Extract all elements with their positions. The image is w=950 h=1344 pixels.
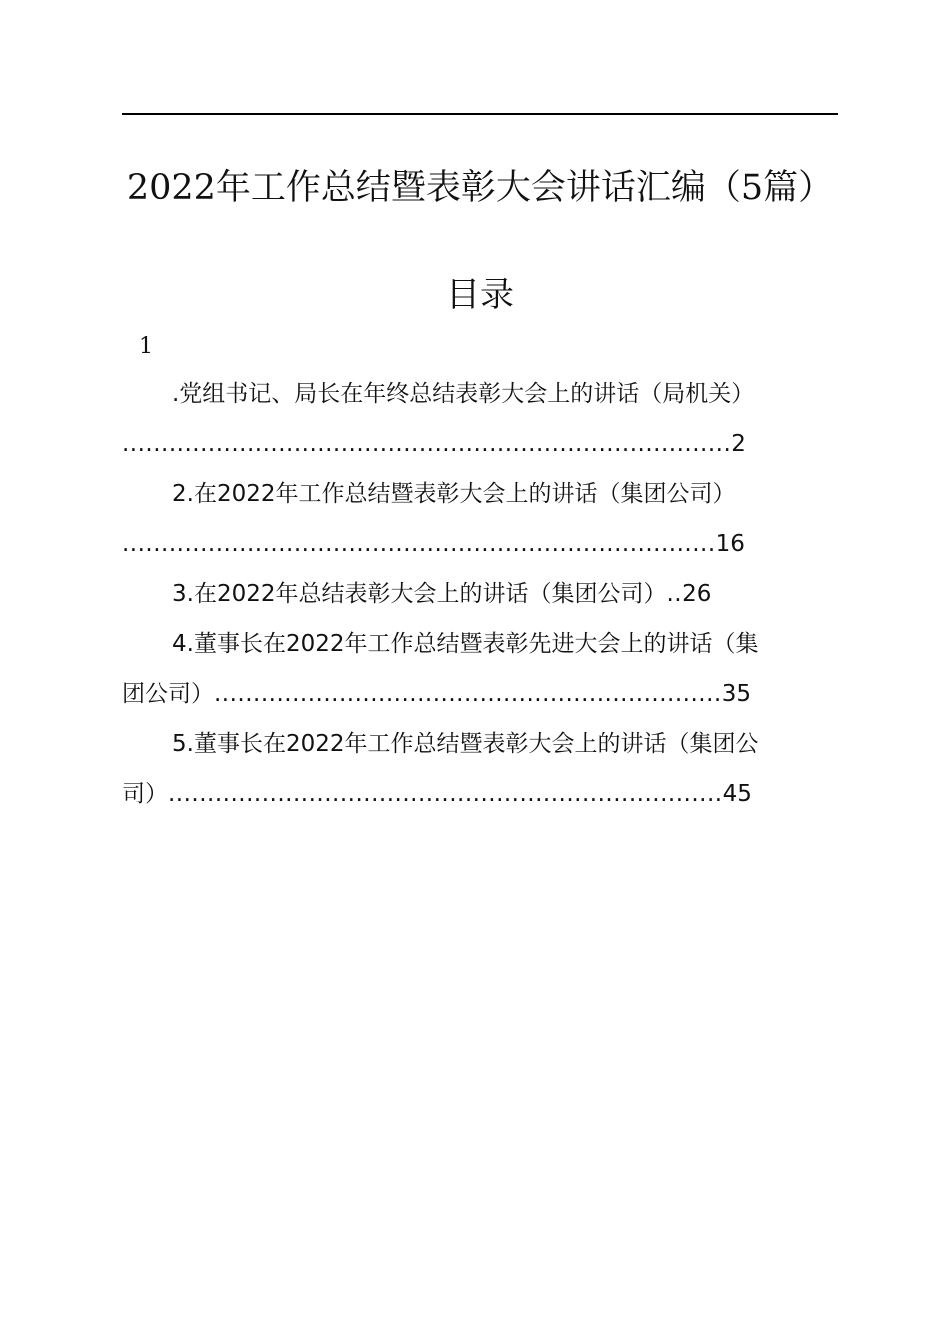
dot-leader: ................................................................. bbox=[214, 681, 722, 707]
toc-entry-2-leader[interactable] bbox=[122, 528, 745, 560]
toc-entry-3[interactable] bbox=[172, 578, 711, 610]
toc-entry-5-leader[interactable] bbox=[122, 778, 752, 810]
toc-entry-5-title[interactable]: 5.董事长在2022年工作总结暨表彰大会上的讲话（集团公 bbox=[172, 731, 759, 757]
toc-entry-4-page: 35 bbox=[721, 681, 751, 707]
toc-entry-4-title-cont: 团公司） bbox=[122, 681, 214, 707]
toc-entry-1-title[interactable]: .党组书记、局长在年终总结表彰大会上的讲话（局机关） bbox=[172, 381, 755, 407]
toc-heading: 目录 bbox=[446, 275, 514, 315]
toc-entry-1-leader[interactable] bbox=[122, 428, 746, 460]
page-marker: 1 bbox=[139, 334, 153, 359]
toc-entry-3-page: 26 bbox=[682, 581, 712, 607]
dot-leader: ....................................................................... bbox=[168, 781, 723, 807]
toc-entry-2-page: 16 bbox=[715, 531, 745, 557]
dot-leader: .. bbox=[666, 581, 683, 607]
toc-entry-1-page: 2 bbox=[731, 431, 746, 457]
document-title: 2022年工作总结暨表彰大会讲话汇编（5篇） bbox=[126, 168, 834, 208]
toc-entry-4-leader[interactable] bbox=[122, 678, 751, 710]
dot-leader: .............................................................................. bbox=[122, 431, 732, 457]
toc-entry-5-page: 45 bbox=[722, 781, 752, 807]
toc-entry-2-title[interactable]: 2.在2022年工作总结暨表彰大会上的讲话（集团公司） bbox=[172, 481, 736, 507]
toc-entry-4-title[interactable]: 4.董事长在2022年工作总结暨表彰先进大会上的讲话（集 bbox=[172, 631, 759, 657]
toc-entry-5-title-cont: 司） bbox=[122, 781, 168, 807]
header-rule bbox=[122, 113, 838, 115]
toc-entry-3-title: 3.在2022年总结表彰大会上的讲话（集团公司） bbox=[172, 581, 667, 607]
dot-leader: ............................................................................ bbox=[122, 531, 716, 557]
